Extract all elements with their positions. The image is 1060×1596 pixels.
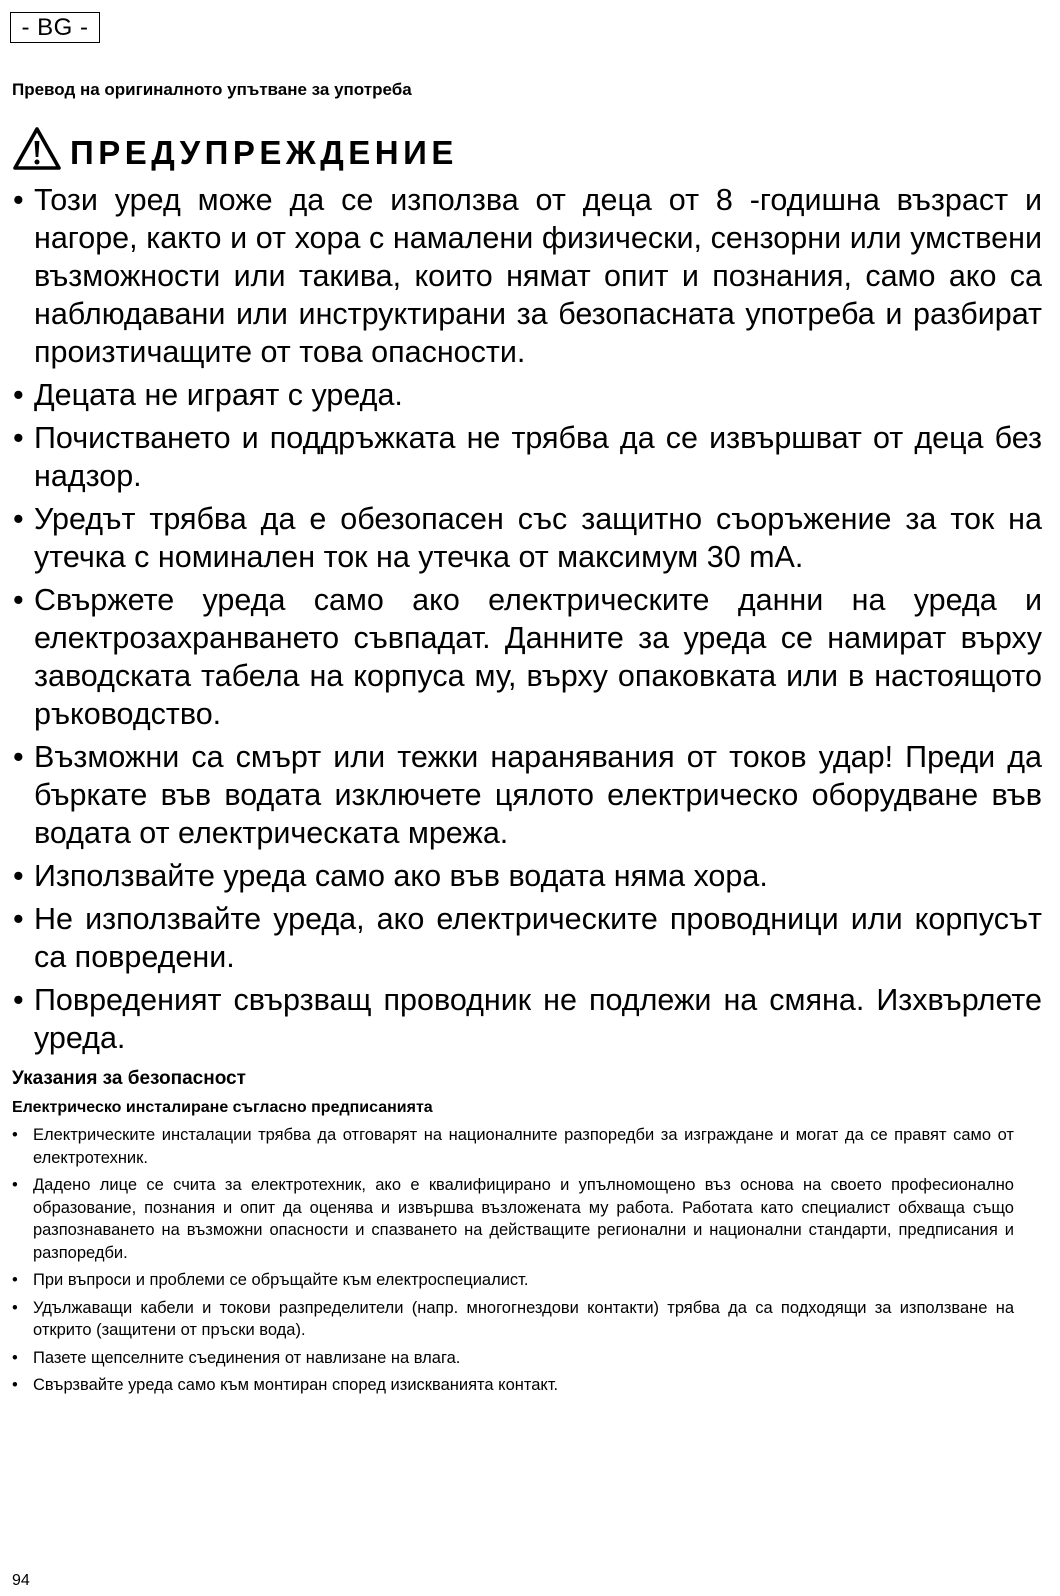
warning-item: • Не използвайте уреда, ако електрическите проводници или корпусът са повредени. [12,900,1042,976]
warning-item: • Почистването и поддръжката не трябва да се извършват от деца без надзор. [12,419,1042,495]
safety-list [12,1124,1014,1402]
language-label: - BG - [10,12,100,43]
safety-subsection-title: Електрическо инсталиране съгласно предписанията [12,1099,433,1116]
safety-section-title: Указания за безопасност [12,1068,246,1089]
safety-item: • Удължаващи кабели и токови разпределители (напр. многогнездови контакти) трябва да са подходящи за използване на открито (защитени от пръски вода). [12,1297,1014,1342]
warning-item: • Повреденият свързващ проводник не подлежи на смяна. Изхвърлете уреда. [12,981,1042,1057]
safety-item: • Дадено лице се счита за електротехник, ако е квалифицирано и упълномощено въз основа на своето професионално образование, познания и опит да оценява и извършва възложената му работа. Работата като специалист обхваща също разпознаването на възможни опасности и спазването на действащите регионални и национални стандарти, предписания и разпоредби. [12,1174,1014,1264]
warning-triangle-icon [12,126,62,172]
warning-title: ПРЕДУПРЕЖДЕНИЕ [70,134,458,171]
warning-item: • Уредът трябва да е обезопасен със защитно съоръжение за ток на утечка с номинален ток на утечка от максимум 30 mA. [12,500,1042,576]
safety-item: • При въпроси и проблеми се обръщайте към електроспециалист. [12,1269,1014,1292]
warning-item: • Възможни са смърт или тежки наранявания от токов удар! Преди да бъркате във водата изключете цялото електрическо оборудване във водата от електрическата мрежа. [12,738,1042,852]
warning-item: • Този уред може да се използва от деца от 8 -годишна възраст и нагоре, както и от хора с намалени физически, сензорни или умствени възможности или такива, които нямат опит и познания, само ако са наблюдавани или инструктирани за безопасната употреба и разбират произтичащите от това опасности. [12,181,1042,371]
warning-list [12,181,1042,1062]
document-title: Превод на оригиналното упътване за употреба [12,80,412,99]
warning-item: • Свържете уреда само ако електрическите данни на уреда и електрозахранването съвпадат. Данните за уреда се намират върху заводската табела на корпуса му, върху опаковката или в настоящото ръководство. [12,581,1042,733]
warning-header [12,124,458,174]
page-number: 94 [12,1572,30,1589]
warning-item: • Децата не играят с уреда. [12,376,1042,414]
warning-item: • Използвайте уреда само ако във водата няма хора. [12,857,1042,895]
safety-item: • Електрическите инсталации трябва да отговарят на националните разпоредби за изграждане и могат да се правят само от електротехник. [12,1124,1014,1169]
safety-item: • Свързвайте уреда само към монтиран според изискванията контакт. [12,1374,1014,1397]
safety-item: • Пазете щепселните съединения от навлизане на влага. [12,1347,1014,1370]
